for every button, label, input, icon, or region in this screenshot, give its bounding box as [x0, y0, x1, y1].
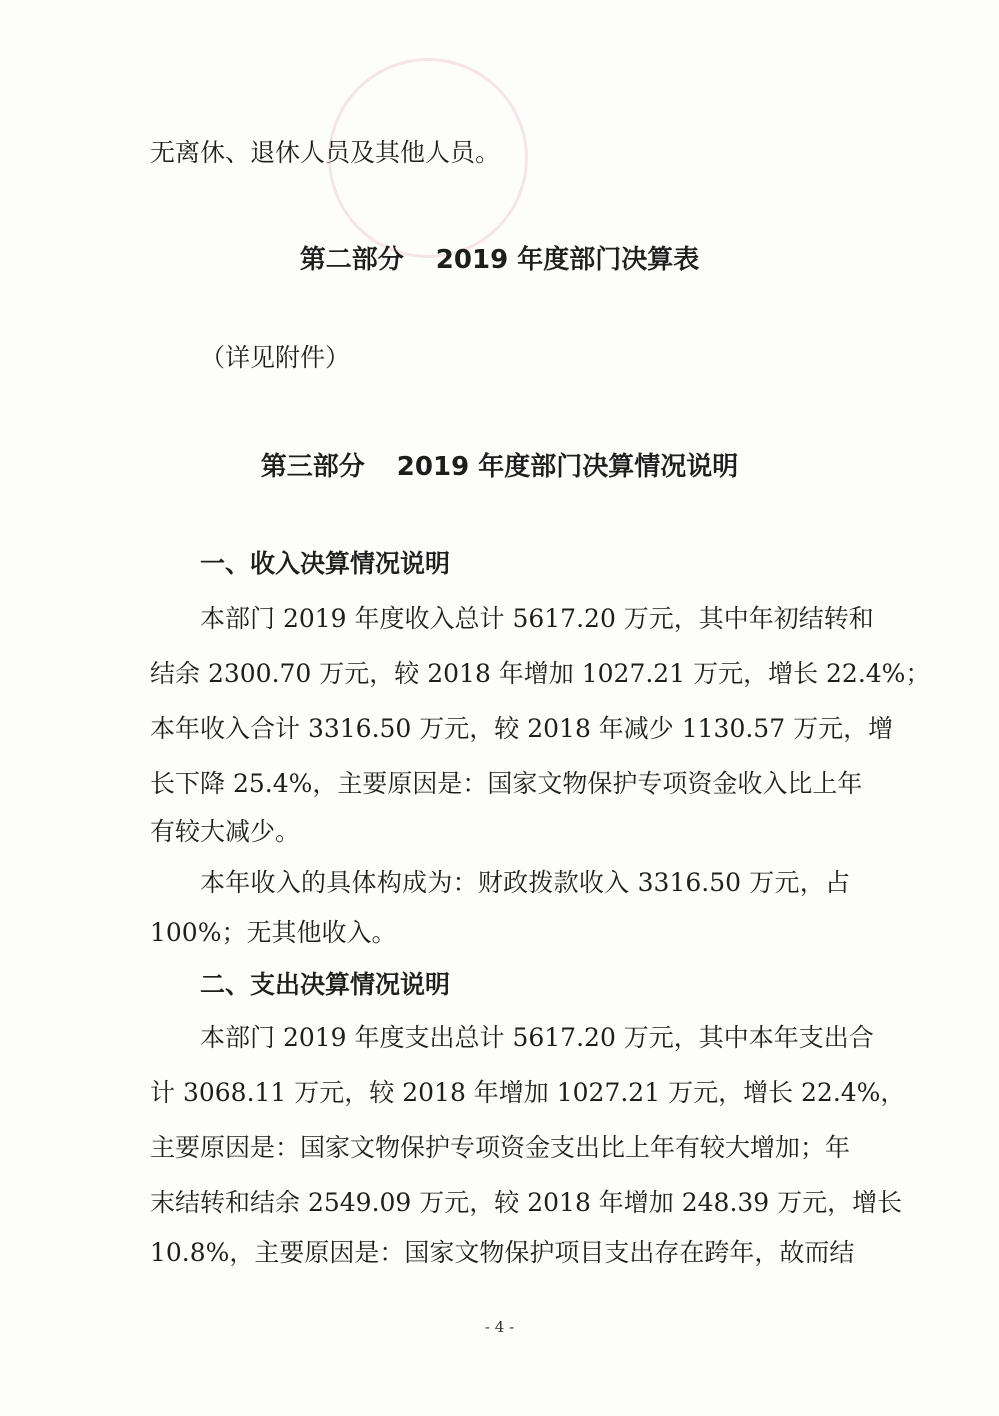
text-line: 末结转和结余 2549.09 万元，较 2018 年增加 248.39 万元，增长 — [150, 1188, 903, 1217]
part-two-label: 第二部分 — [299, 245, 404, 275]
text-line: 主要原因是：国家文物保护专项资金支出比上年有较大增加；年 — [150, 1133, 851, 1162]
text-line: 本年收入的具体构成为：财政拨款收入 3316.50 万元，占 — [200, 868, 850, 897]
attachment-note: （详见附件） — [200, 343, 351, 372]
part-three-label: 第三部分 — [260, 452, 365, 482]
section-expense-title: 二、支出决算情况说明 — [200, 970, 451, 999]
text-line: 有较大减少。 — [150, 817, 301, 846]
part-three-title: 2019 年度部门决算情况说明 — [396, 452, 739, 482]
text-line: 计 3068.11 万元，较 2018 年增加 1027.21 万元，增长 22.4%， — [150, 1078, 906, 1107]
text-line: 长下降 25.4%，主要原因是：国家文物保护专项资金收入比上年 — [150, 769, 863, 798]
text-line: 本年收入合计 3316.50 万元，较 2018 年减少 1130.57 万元，增 — [150, 714, 894, 743]
section-income-title: 一、收入决算情况说明 — [200, 549, 451, 578]
part-two-title: 2019 年度部门决算表 — [435, 245, 700, 275]
text-line: 结余 2300.70 万元，较 2018 年增加 1027.21 万元，增长 22.4%； — [150, 659, 931, 688]
text-line: 本部门 2019 年度收入总计 5617.20 万元，其中年初结转和 — [200, 604, 874, 633]
page-number: - 4 - — [484, 1318, 515, 1336]
text-line: 无离休、退休人员及其他人员。 — [150, 138, 501, 167]
text-line: 10.8%，主要原因是：国家文物保护项目支出存在跨年，故而结 — [150, 1238, 855, 1267]
text-line: 100%；无其他收入。 — [150, 918, 397, 947]
part-three-heading — [0, 451, 999, 483]
text-line: 本部门 2019 年度支出总计 5617.20 万元，其中本年支出合 — [200, 1023, 874, 1052]
part-two-heading — [0, 244, 999, 276]
